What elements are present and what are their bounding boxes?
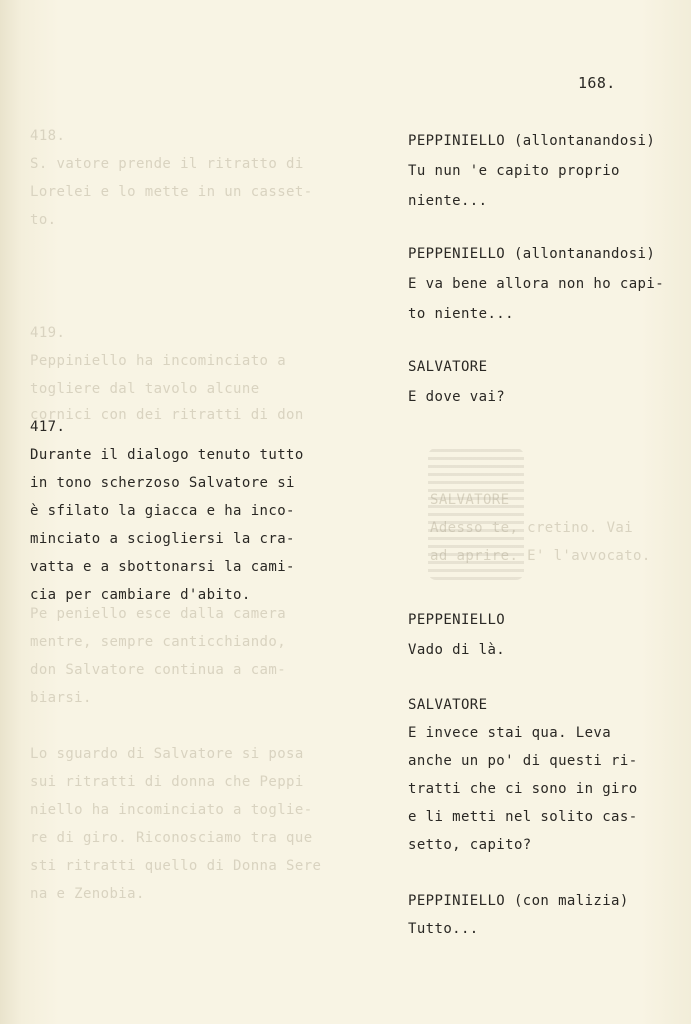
ghost-text-line: to. [30,212,57,228]
scene-text-line: è sfilato la giacca e ha inco- [30,503,295,519]
dialogue-line: Vado di là. [408,642,506,658]
dialogue-line: E va bene allora non ho capi- [408,276,665,292]
ghost-text-line: cornici con dei ritratti di don [30,407,304,423]
dialogue-speaker: PEPPENIELLO (allontanandosi) [408,246,656,262]
ghost-text-line: S. vatore prende il ritratto di [30,156,304,172]
ghost-speaker: SALVATORE [430,492,510,508]
library-stamp [428,448,524,580]
ghost-scene-number: 419. [30,325,66,341]
ghost-text-line: mentre, sempre canticchiando, [30,634,287,650]
dialogue-line: niente... [408,193,488,209]
scene-text-line: minciato a sciogliersi la cra- [30,531,295,547]
scene-text-line: cia per cambiare d'abito. [30,587,251,603]
ghost-text-line: sti ritratti quello di Donna Sere [30,858,322,874]
dialogue-line: setto, capito? [408,837,532,853]
dialogue-speaker: PEPPINIELLO (allontanandosi) [408,133,656,149]
dialogue-line: E dove vai? [408,389,506,405]
dialogue-speaker: PEPPENIELLO [408,612,506,628]
page-number: 168. [578,74,616,92]
dialogue-line: E invece stai qua. Leva [408,725,612,741]
dialogue-line: Tutto... [408,921,479,937]
scene-text-line: in tono scherzoso Salvatore si [30,475,295,491]
ghost-text-line: Peppiniello ha incominciato a [30,353,287,369]
dialogue-line: Tu nun 'e capito proprio [408,163,620,179]
dialogue-line: tratti che ci sono in giro [408,781,638,797]
ghost-scene-number: 418. [30,128,66,144]
dialogue-speaker: SALVATORE [408,359,488,375]
ghost-text-line: ad aprire. E' l'avvocato. [430,548,651,564]
ghost-text-line: Adesso te, cretino. Vai [430,520,634,536]
ghost-text-line: togliere dal tavolo alcune [30,381,260,397]
ghost-text-line: Lo sguardo di Salvatore si posa [30,746,304,762]
dialogue-line: to niente... [408,306,514,322]
scene-text-line: vatta e a sbottonarsi la cami- [30,559,295,575]
ghost-text-line: re di giro. Riconosciamo tra que [30,830,313,846]
dialogue-speaker: PEPPINIELLO (con malizia) [408,893,629,909]
ghost-text-line: Pe peniello esce dalla camera [30,606,287,622]
ghost-text-line: niello ha incominciato a toglie- [30,802,313,818]
scene-text-line: Durante il dialogo tenuto tutto [30,447,304,463]
dialogue-line: anche un po' di questi ri- [408,753,638,769]
dialogue-line: e li metti nel solito cas- [408,809,638,825]
ghost-text-line: na e Zenobia. [30,886,145,902]
ghost-text-line: sui ritratti di donna che Peppi [30,774,304,790]
ghost-text-line: don Salvatore continua a cam- [30,662,287,678]
scene-number: 417. [30,419,66,435]
ghost-text-line: Lorelei e lo mette in un casset- [30,184,313,200]
dialogue-speaker: SALVATORE [408,697,488,713]
ghost-text-line: biarsi. [30,690,92,706]
